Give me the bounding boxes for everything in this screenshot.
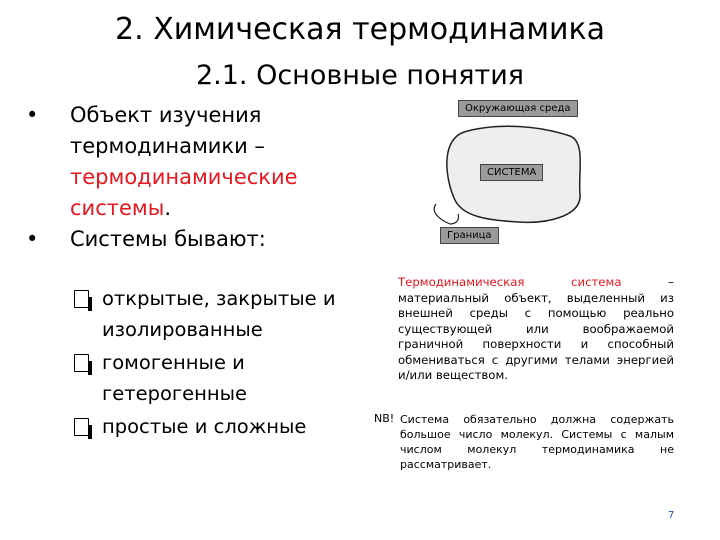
bullet-text-end: . bbox=[164, 196, 172, 220]
bullet-highlight: термодинамические системы bbox=[70, 165, 298, 220]
boundary-label: Граница bbox=[440, 227, 499, 244]
system-diagram bbox=[420, 96, 590, 256]
sub-list bbox=[74, 283, 364, 444]
bullet-list bbox=[26, 100, 356, 255]
bullet-text: Системы бывают: bbox=[70, 227, 266, 251]
checkbox-bullet-icon bbox=[74, 418, 89, 436]
sub-item-label: открытые, закрытые и изолированные bbox=[102, 287, 336, 341]
bullet-item-object bbox=[26, 100, 356, 224]
slide-subtitle: 2.1. Основные понятия bbox=[195, 60, 525, 91]
definition-text: – материальный объект, выделенный из внешней среды с помощью реально существующей или воображаемой граничной поверхности и способный обмениваться с другими телами энергией и/или веществом. bbox=[398, 275, 674, 382]
nb-mark: NB! bbox=[374, 412, 395, 425]
note-paragraph: Система обязательно должна содержать большое число молекул. Системы с малым числом молекул термодинамика не рассматривает. bbox=[400, 413, 674, 471]
page-number: 7 bbox=[668, 510, 675, 521]
checkbox-bullet-icon bbox=[74, 354, 89, 372]
checkbox-bullet-icon bbox=[74, 290, 89, 308]
sub-item bbox=[74, 347, 364, 409]
bullet-dot-icon: • bbox=[26, 103, 39, 127]
definition-term: Термодинамическая система bbox=[398, 275, 622, 289]
definition-paragraph bbox=[398, 275, 674, 384]
sub-item bbox=[74, 411, 364, 442]
sub-item bbox=[74, 283, 364, 345]
bullet-item-systems bbox=[26, 224, 356, 255]
sub-item-label: гомогенные и гетерогенные bbox=[102, 351, 248, 405]
slide-title: 2. Химическая термодинамика bbox=[115, 12, 605, 47]
bullet-dot-icon: • bbox=[26, 227, 39, 251]
system-label: СИСТЕМА bbox=[480, 164, 543, 181]
bullet-text: Объект изучения термодинамики – bbox=[70, 103, 265, 158]
sub-item-label: простые и сложные bbox=[102, 415, 307, 438]
environment-label: Окружающая среда bbox=[458, 100, 578, 117]
